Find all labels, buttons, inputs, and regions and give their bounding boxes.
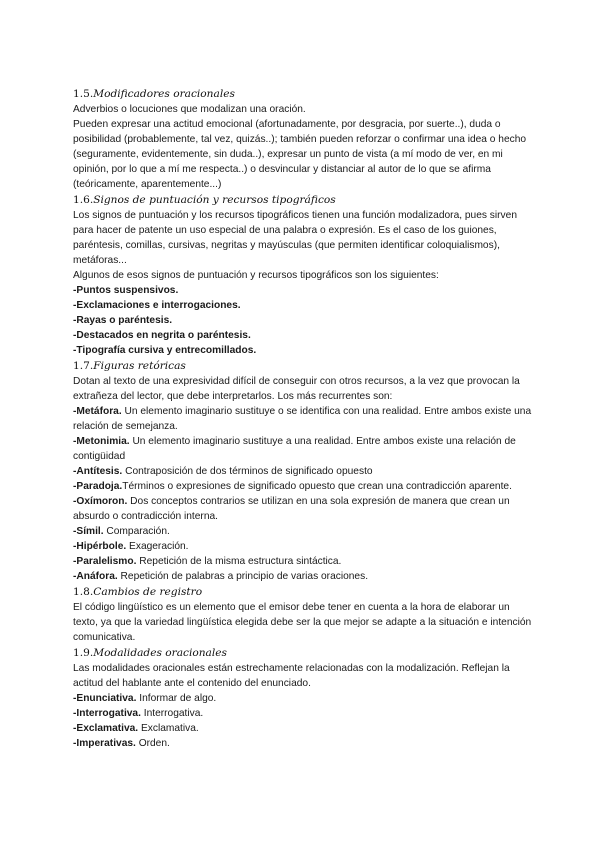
paragraph: Las modalidades oracionales están estrechamente relacionadas con la modalización. Reflejan la actitud del hablante ante el contenido del enunciado. [73, 663, 510, 689]
list-item: -Exclamaciones e interrogaciones. [73, 300, 241, 311]
list-item: -Hipérbole. Exageración. [73, 541, 189, 552]
list-item: -Metáfora. Un elemento imaginario sustituye o se identifica con una realidad. Entre ambos existe una relación de semejanza. [73, 406, 532, 432]
document-page [73, 86, 533, 751]
list-item: -Antítesis. Contraposición de dos términos de significado opuesto [73, 466, 373, 477]
section-heading-1-9: 1.9.Modalidades oracionales [73, 647, 227, 659]
section-heading-1-7: 1.7.Figuras retóricas [73, 360, 186, 372]
list-item: -Imperativas. Orden. [73, 738, 170, 749]
section-heading-1-6: 1.6.Signos de puntuación y recursos tipográficos [73, 194, 336, 206]
list-item: -Símil. Comparación. [73, 526, 170, 537]
section-heading-1-5: 1.5.Modificadores oracionales [73, 88, 235, 100]
paragraph: Pueden expresar una actitud emocional (afortunadamente, por desgracia, por suerte..), duda o posibilidad (probablemente, tal vez, quizás..); también pueden reforzar o confirmar una idea o hecho (seguramente, evidentemente, sin duda..), expresar un punto de vista (a mí modo de ver, en mi opinión, por lo que a mí me respecta..) o desvincular y distanciar al autor de lo que se afirma (teóricamente, aparentemente...) [73, 119, 527, 190]
list-item: -Anáfora. Repetición de palabras a principio de varias oraciones. [73, 571, 369, 582]
list-item: -Tipografía cursiva y entrecomillados. [73, 345, 257, 356]
list-item: -Oxímoron. Dos conceptos contrarios se utilizan en una sola expresión de manera que crean un absurdo o contradicción interna. [73, 496, 510, 522]
list-item: -Interrogativa. Interrogativa. [73, 708, 204, 719]
paragraph: El código lingüístico es un elemento que el emisor debe tener en cuenta a la hora de elaborar un texto, ya que la variedad lingüística elegida debe ser la que mejor se adapte a la situación e intención comunicativa. [73, 602, 532, 643]
list-item: -Destacados en negrita o paréntesis. [73, 330, 251, 341]
list-item: -Metonimia. Un elemento imaginario sustituye a una realidad. Entre ambos existe una relación de contigüidad [73, 436, 516, 462]
paragraph: Algunos de esos signos de puntuación y recursos tipográficos son los siguientes: [73, 270, 439, 281]
paragraph: Adverbios o locuciones que modalizan una oración. [73, 104, 306, 115]
list-item: -Rayas o paréntesis. [73, 315, 173, 326]
paragraph: Los signos de puntuación y los recursos tipográficos tienen una función modalizadora, pues sirven para hacer de patente un uso especial de una palabra o expresión. Es el caso de los guiones, paréntesis, comillas, cursivas, negritas y mayúsculas (que permiten identificar coloquialismos), metáforas... [73, 210, 517, 266]
list-item: -Exclamativa. Exclamativa. [73, 723, 199, 734]
list-item: -Puntos suspensivos. [73, 285, 179, 296]
paragraph: Dotan al texto de una expresividad difícil de conseguir con otros recursos, a la vez que provocan la extrañeza del lector, que debe interpretarlos. Los más recurrentes son: [73, 376, 520, 402]
list-item: -Enunciativa. Informar de algo. [73, 693, 217, 704]
list-item: -Paralelismo. Repetición de la misma estructura sintáctica. [73, 556, 342, 567]
section-heading-1-8: 1.8.Cambios de registro [73, 586, 203, 598]
list-item: -Paradoja.Términos o expresiones de significado opuesto que crean una contradicción aparente. [73, 481, 512, 492]
